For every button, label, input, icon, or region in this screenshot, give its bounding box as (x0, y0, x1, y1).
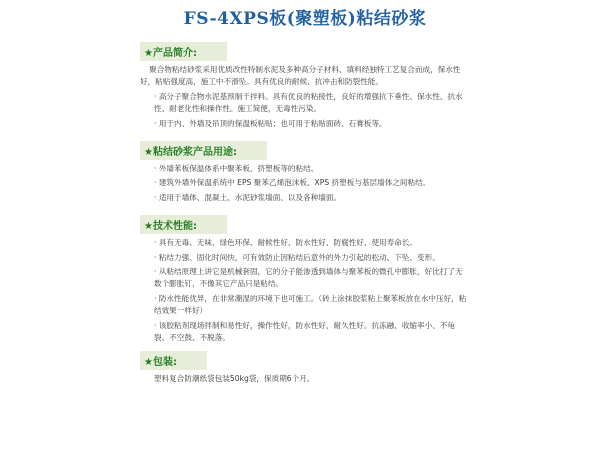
intro-paragraph-3: · 用于内、外墙及吊顶的保温板粘贴；也可用于粘贴面砖、石膏板等。 (154, 118, 387, 128)
performance-paragraph-3: · 从粘结原理上讲它是机械套固，它的分子能渗透到墙体与聚苯板的微孔中膨胀，好比打了无数个膨胀钉，不像其它产品只是粘结。 (154, 267, 463, 289)
section-performance (140, 211, 470, 344)
performance-paragraph-1: · 具有无毒、无味、绿色环保、耐候性好、防水性好、防腐性好、使用寿命长。 (154, 238, 418, 248)
section-heading-packaging: ★包装: (140, 351, 207, 370)
intro-paragraph-2: · 高分子聚合物水泥基预制干拌料。具有优良的粘接性，良好的增强抗下垂性、保水性、抗水性、耐老化性和操作性。施工简便，无毒性污染。 (154, 91, 463, 114)
section-heading-intro: ★产品简介: (140, 42, 227, 61)
intro-paragraph-1: 聚合物粘结砂浆采用优质改性特制水泥及多种高分子材料、填料经独特工艺复合而成，保水性好，粘贴强度高，施工中不滑坠。具有优良的耐候、抗冲击和防裂性能。 (140, 65, 461, 87)
page-title: FS-4XPS板(聚塑板)粘结砂浆 (183, 9, 427, 29)
packaging-paragraph-1: 塑料复合防潮纸袋包装50kg袋，保质期6个月。 (154, 373, 315, 383)
performance-paragraph-2: · 粘结力强、固化时间快，可有效防止因粘结后意外的外力引起的松动、下坠、变形。 (154, 252, 440, 262)
uses-paragraph-3: · 适用于墙体、混凝土、水泥砂浆墙面、以及各种墙面。 (154, 192, 342, 202)
section-intro (140, 38, 470, 130)
uses-paragraph-2: · 建筑外墙外保温系统中 EPS 聚苯乙烯泡沫板、XPS 挤塑板与基层墙体之间粘结。 (154, 178, 431, 188)
performance-paragraph-5: · 该胶粘剂现场拌制和易性好，操作性好，防水性好，耐久性好。抗冻融、收缩率小、不龟裂、不空鼓、不脱落。 (154, 320, 455, 343)
section-heading-performance: ★技术性能: (140, 215, 227, 234)
performance-paragraph-4: · 防水性能优异，在非常潮湿的环境下也可施工。（砖上涂抹胶浆粘上聚苯板放在水中压好，粘结效果一样好） (154, 293, 467, 316)
section-uses (140, 137, 470, 204)
section-heading-uses: ★粘结砂浆产品用途: (140, 141, 267, 160)
uses-paragraph-1: · 外墙苯板保温体系中聚苯板、挤塑板等的粘结。 (154, 164, 319, 174)
section-packaging (140, 347, 470, 385)
product-page (140, 8, 470, 387)
